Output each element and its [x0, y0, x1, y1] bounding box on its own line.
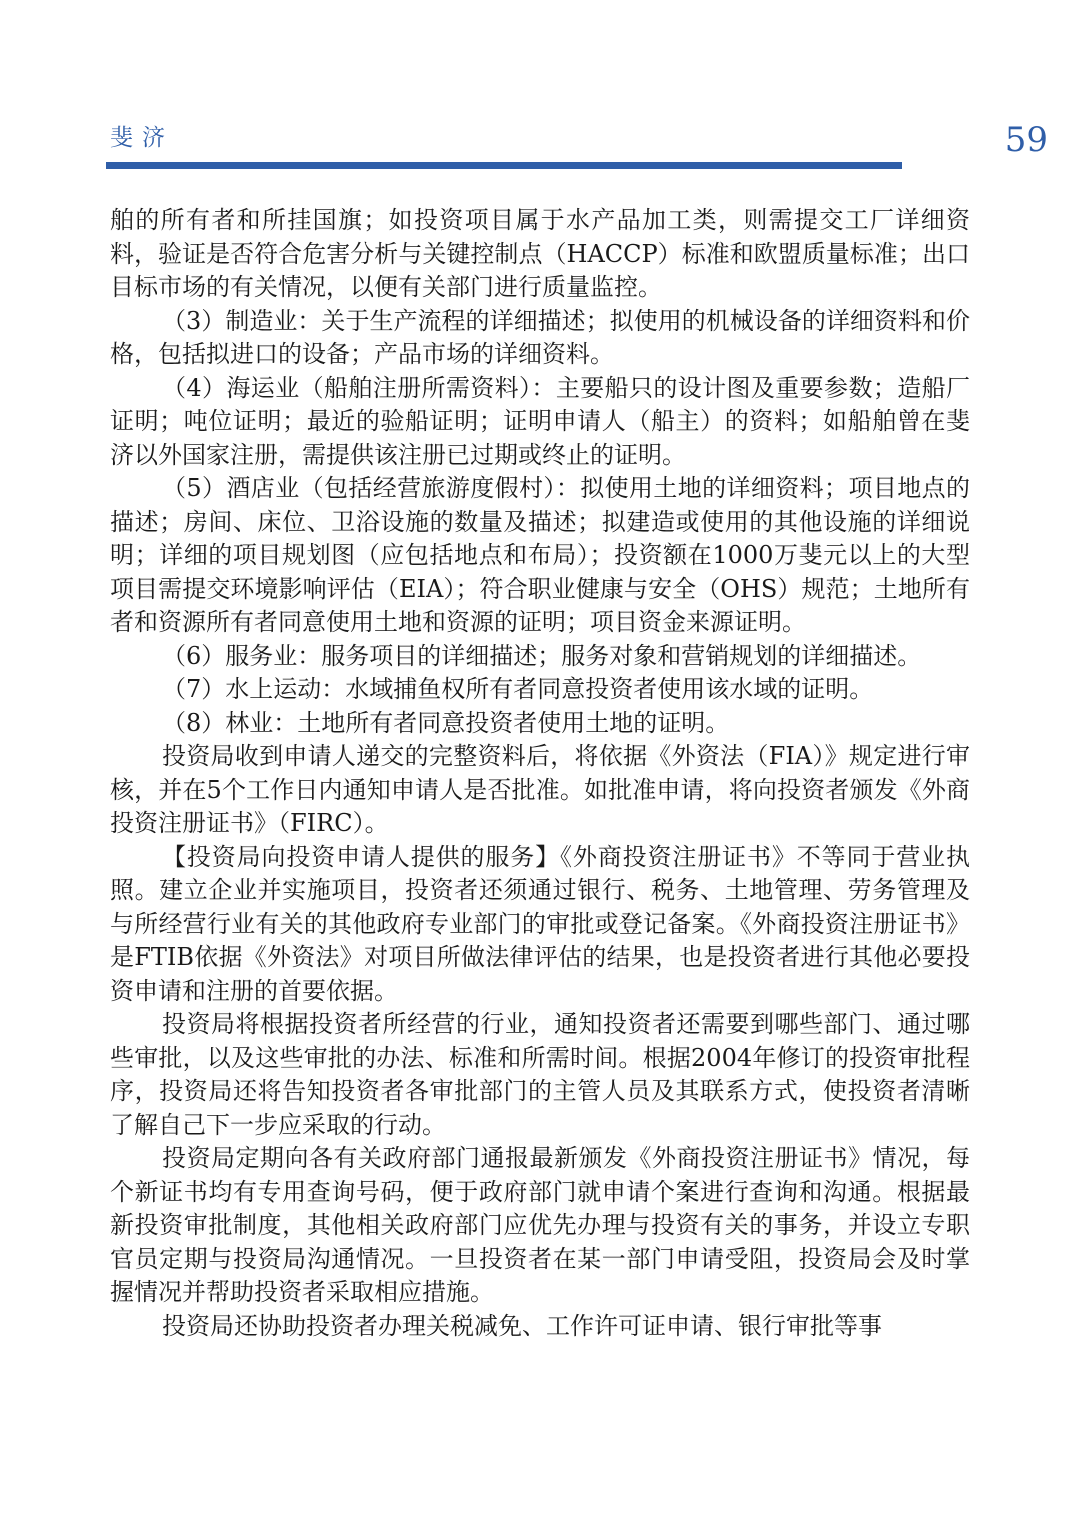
paragraph-review: 投资局收到申请人递交的完整资料后，将依据《外资法（FIA）》规定进行审核，并在5个工作日内通知申请人是否批准。如批准申请，将向投资者颁发《外商投资注册证书》（FIRC）。: [110, 742, 970, 837]
page-number: 59: [1004, 120, 1048, 160]
running-header-title: 斐济: [110, 125, 174, 151]
page-header: [0, 0, 1080, 175]
paragraph-reporting: 投资局定期向各有关政府部门通报最新颁发《外商投资注册证书》情况，每个新证书均有专用查询号码，便于政府部门就申请个案进行查询和沟通。根据最新投资审批制度，其他相关政府部门应优先办理与投资有关的事务，并设立专职官员定期与投资局沟通情况。一旦投资者在某一部门申请受阻，投资局会及时掌握情况并帮助投资者采取相应措施。: [110, 1144, 970, 1306]
body-text: [110, 204, 970, 1343]
paragraph-forestry: （8）林业：土地所有者同意投资者使用土地的证明。: [162, 708, 730, 737]
header-rule: [106, 162, 902, 169]
paragraph-continued: 舶的所有者和所挂国旗；如投资项目属于水产品加工类，则需提交工厂详细资料，验证是否符合危害分析与关键控制点（HACCP）标准和欧盟质量标准；出口目标市场的有关情况，以便有关部门进行质量监控。: [110, 206, 970, 301]
paragraph-assistance: 投资局还协助投资者办理关税减免、工作许可证申请、银行审批等事: [162, 1311, 882, 1340]
paragraph-notification: 投资局将根据投资者所经营的行业，通知投资者还需要到哪些部门、通过哪些审批，以及这些审批的办法、标准和所需时间。根据2004年修订的投资审批程序，投资局还将告知投资者各审批部门的主管人员及其联系方式，使投资者清晰了解自己下一步应采取的行动。: [110, 1010, 970, 1139]
paragraph-manufacturing: （3）制造业：关于生产流程的详细描述；拟使用的机械设备的详细资料和价格，包括拟进口的设备；产品市场的详细资料。: [110, 306, 970, 368]
paragraph-hotel: （5）酒店业（包括经营旅游度假村）：拟使用土地的详细资料；项目地点的描述；房间、床位、卫浴设施的数量及描述；拟建造或使用的其他设施的详细说明；详细的项目规划图（应包括地点和布局）；投资额在1000万斐元以上的大型项目需提交环境影响评估（EIA）；符合职业健康与安全（OHS）规范；土地所有者和资源所有者同意使用土地和资源的证明；项目资金来源证明。: [110, 474, 970, 636]
paragraph-services-provided: 【投资局向投资申请人提供的服务】《外商投资注册证书》不等同于营业执照。建立企业并实施项目，投资者还须通过银行、税务、土地管理、劳务管理及与所经营行业有关的其他政府专业部门的审批或登记备案。《外商投资注册证书》是FTIB依据《外资法》对项目所做法律评估的结果，也是投资者进行其他必要投资申请和注册的首要依据。: [110, 842, 970, 1005]
paragraph-shipping: （4）海运业（船舶注册所需资料）：主要船只的设计图及重要参数；造船厂证明；吨位证明；最近的验船证明；证明申请人（船主）的资料；如船舶曾在斐济以外国家注册，需提供该注册已过期或终止的证明。: [110, 373, 970, 469]
paragraph-services: （6）服务业：服务项目的详细描述；服务对象和营销规划的详细描述。: [162, 641, 922, 670]
paragraph-water-sports: （7）水上运动：水域捕鱼权所有者同意投资者使用该水域的证明。: [162, 675, 874, 703]
